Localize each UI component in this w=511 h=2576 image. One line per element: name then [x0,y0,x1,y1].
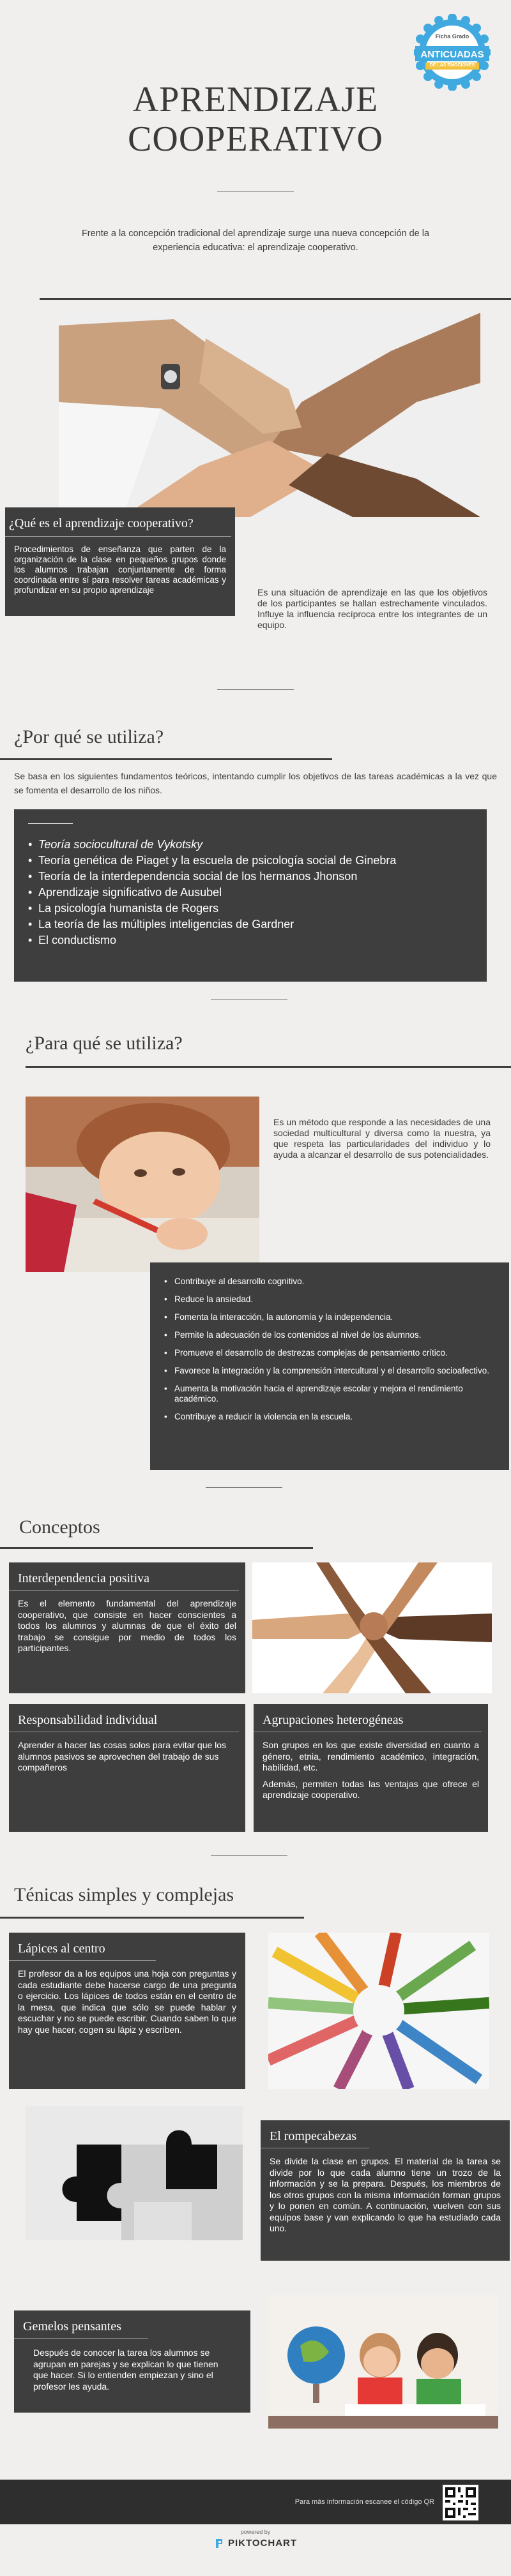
divider-3 [206,1487,282,1488]
responsabilidad-title: Responsabilidad individual [9,1704,239,1732]
powered-by [0,2529,511,2552]
list-item: • El conductismo [28,932,396,948]
divider-2 [211,999,287,1000]
rompecabezas-box [261,2120,510,2261]
agrupaciones-text-2: Además, permiten todas las ventajas que ofrece el aprendizaje cooperativo. [263,1778,479,1800]
qr-code-icon[interactable] [443,2485,478,2520]
por-que-list [28,837,396,948]
interdependencia-box [9,1562,245,1693]
piktochart-brand: PIKTOCHART [227,2538,298,2549]
lapices-title: Lápices al centro [9,1933,156,1961]
linked-hands-photo [252,1562,492,1693]
agrupaciones-box [254,1704,488,1832]
que-es-box [5,507,235,616]
intro-text: Frente a la concepción tradicional del aprendizaje surge una nueva concepción de la experiencia educativa: el aprendizaje cooperativo. [81,228,430,253]
lapices-text: El profesor da a los equipos una hoja con preguntas y cada estudiante debe hacerse cargo de una pregunta o ejercicio. Los lápices de todos están en el centro de la mesa, que indica que sólo se puede hablar y escuchar y no se puede escribir. Cuando saben lo que hay que hacer, cogen su lápiz y escriben. [18,1968,236,2035]
agrupaciones-text-1: Son grupos en los que existe diversidad en cuanto a género, etnia, rendimiento académico, integración, habilidad, etc. [263,1740,479,1772]
list-item: • Permite la adecuación de los contenidos al nivel de los alumnos. [164,1330,496,1340]
list-item: • La psicología humanista de Rogers [28,901,396,917]
pencils-photo [268,1933,489,2089]
para-que-rule [26,1066,511,1068]
puzzle-photo [26,2106,243,2240]
footer-qr-text: Para más información escanee el código QR [294,2498,434,2506]
title-line-2: COOPERATIVO [128,119,383,159]
divider-1 [217,689,294,690]
list-item: • Aprendizaje significativo de Ausubel [28,885,396,901]
que-es-heading: ¿Qué es el aprendizaje cooperativo? [5,507,231,537]
hands-photo [59,313,480,517]
gemelos-box [14,2310,250,2413]
tecnicas-rule [0,1917,304,1919]
por-que-intro: Se basa en los siguientes fundamentos teóricos, intentando cumplir los objetivos de las tareas académicas a la vez que se fomenta el desarrollo de los niños. [14,771,497,795]
gemelos-text: Después de conocer la tarea los alumnos se agrupan en parejas y se explican lo que tienen que hacer. Si lo entienden empiezan y sino el profesor les ayuda. [33,2348,218,2392]
divider-4 [211,1855,287,1856]
child-writing-photo [26,1097,259,1272]
que-es-side-text: Es una situación de aprendizaje en las que los objetivos de los participantes se hallan estrechamente vinculados. Influye la influencia recíproca entre los integrantes de un equipo. [257,587,487,630]
por-que-box [14,809,487,982]
list-item: • Teoría genética de Piaget y la escuela de psicología social de Ginebra [28,853,396,869]
list-item: • Teoría sociocultural de Vykotsky [28,837,396,853]
responsabilidad-box [9,1704,245,1832]
list-item: • Contribuye al desarrollo cognitivo. [164,1277,496,1287]
badge-logo [414,14,491,91]
powered-by-text: powered by [240,2529,271,2535]
por-que-box-line [28,823,73,824]
list-item: • Fomenta la interacción, la autonomía y la independencia. [164,1312,496,1322]
badge-main-text: ANTICUADAS [420,49,484,60]
piktochart-logo-icon [214,2538,224,2549]
para-que-heading: ¿Para qué se utiliza? [26,1033,183,1054]
list-item: • Reduce la ansiedad. [164,1294,496,1305]
interdependencia-title: Interdependencia positiva [9,1562,239,1591]
por-que-heading: ¿Por qué se utiliza? [14,726,164,747]
agrupaciones-title: Agrupaciones heterogéneas [254,1704,482,1732]
para-que-box [150,1262,509,1470]
interdependencia-text: Es el elemento fundamental del aprendizaje cooperativo, que consiste en hacer conscientes a todos los alumnos y alumnas de que el éxito del trabajo se consigue por medio de todos los participantes. [18,1598,236,1653]
para-que-list [150,1262,509,1422]
tecnicas-heading: Ténicas simples y complejas [14,1884,234,1905]
intro-rule [40,298,511,300]
conceptos-heading: Conceptos [19,1516,100,1538]
children-studying-photo [268,2295,498,2429]
list-item: • Aumenta la motivación hacia el aprendizaje escolar y mejora el rendimiento académico. [164,1384,496,1404]
para-que-text: Es un método que responde a las necesidades de una sociedad multicultural y diversa como la nuestra, ya que respeta las particularidades del individuo y lo ayuda a alcanzar el desarrollo de sus potencialidades. [273,1117,491,1160]
list-item: • Favorece la integración y la comprensión intercultural y el desarrollo socioafectivo. [164,1366,496,1376]
list-item: • La teoría de las múltiples inteligencias de Gardner [28,917,396,932]
que-es-text: Procedimientos de enseñanza que parten de la organización de la clase en pequeños grupos donde los alumnos trabajan conjuntamente de forma coordinada entre sí para resolver tareas académicas y profundizar en su propio aprendizaje [14,544,226,595]
rompecabezas-title: El rompecabezas [261,2120,369,2148]
rompecabezas-text: Se divide la clase en grupos. El material de la tarea se divide por lo que cada alumno tiene un trozo de la información y se la prepara. Después, los miembros de los otros grupos con la misma información forman grupos y lo ponen en común. A continuación, vuelven con sus equipos base y van explicando lo que ha estudiado cada uno. [270,2156,501,2233]
badge-sub-text: DE LAS EMOCIONES [429,63,475,68]
page-title [0,80,511,159]
list-item: • Promueve el desarrollo de destrezas complejas de pensamiento crítico. [164,1348,496,1358]
responsabilidad-text: Aprender a hacer las cosas solos para evitar que los alumnos pasivos se aprovechen del trabajo de sus compañeros [18,1740,227,1772]
por-que-rule [0,758,332,760]
piktochart-logo[interactable] [214,2538,297,2549]
lapices-box [9,1933,245,2089]
list-item: • Contribuye a reducir la violencia en la escuela. [164,1412,496,1422]
title-line-1: APRENDIZAJE [132,80,379,119]
title-divider [217,191,294,192]
list-item: • Teoría de la interdependencia social de los hermanos Jhonson [28,869,396,885]
gemelos-title: Gemelos pensantes [14,2310,148,2339]
conceptos-rule [0,1547,313,1549]
badge-top-text: Ficha Grado [435,33,469,40]
footer-bar [0,2480,511,2524]
